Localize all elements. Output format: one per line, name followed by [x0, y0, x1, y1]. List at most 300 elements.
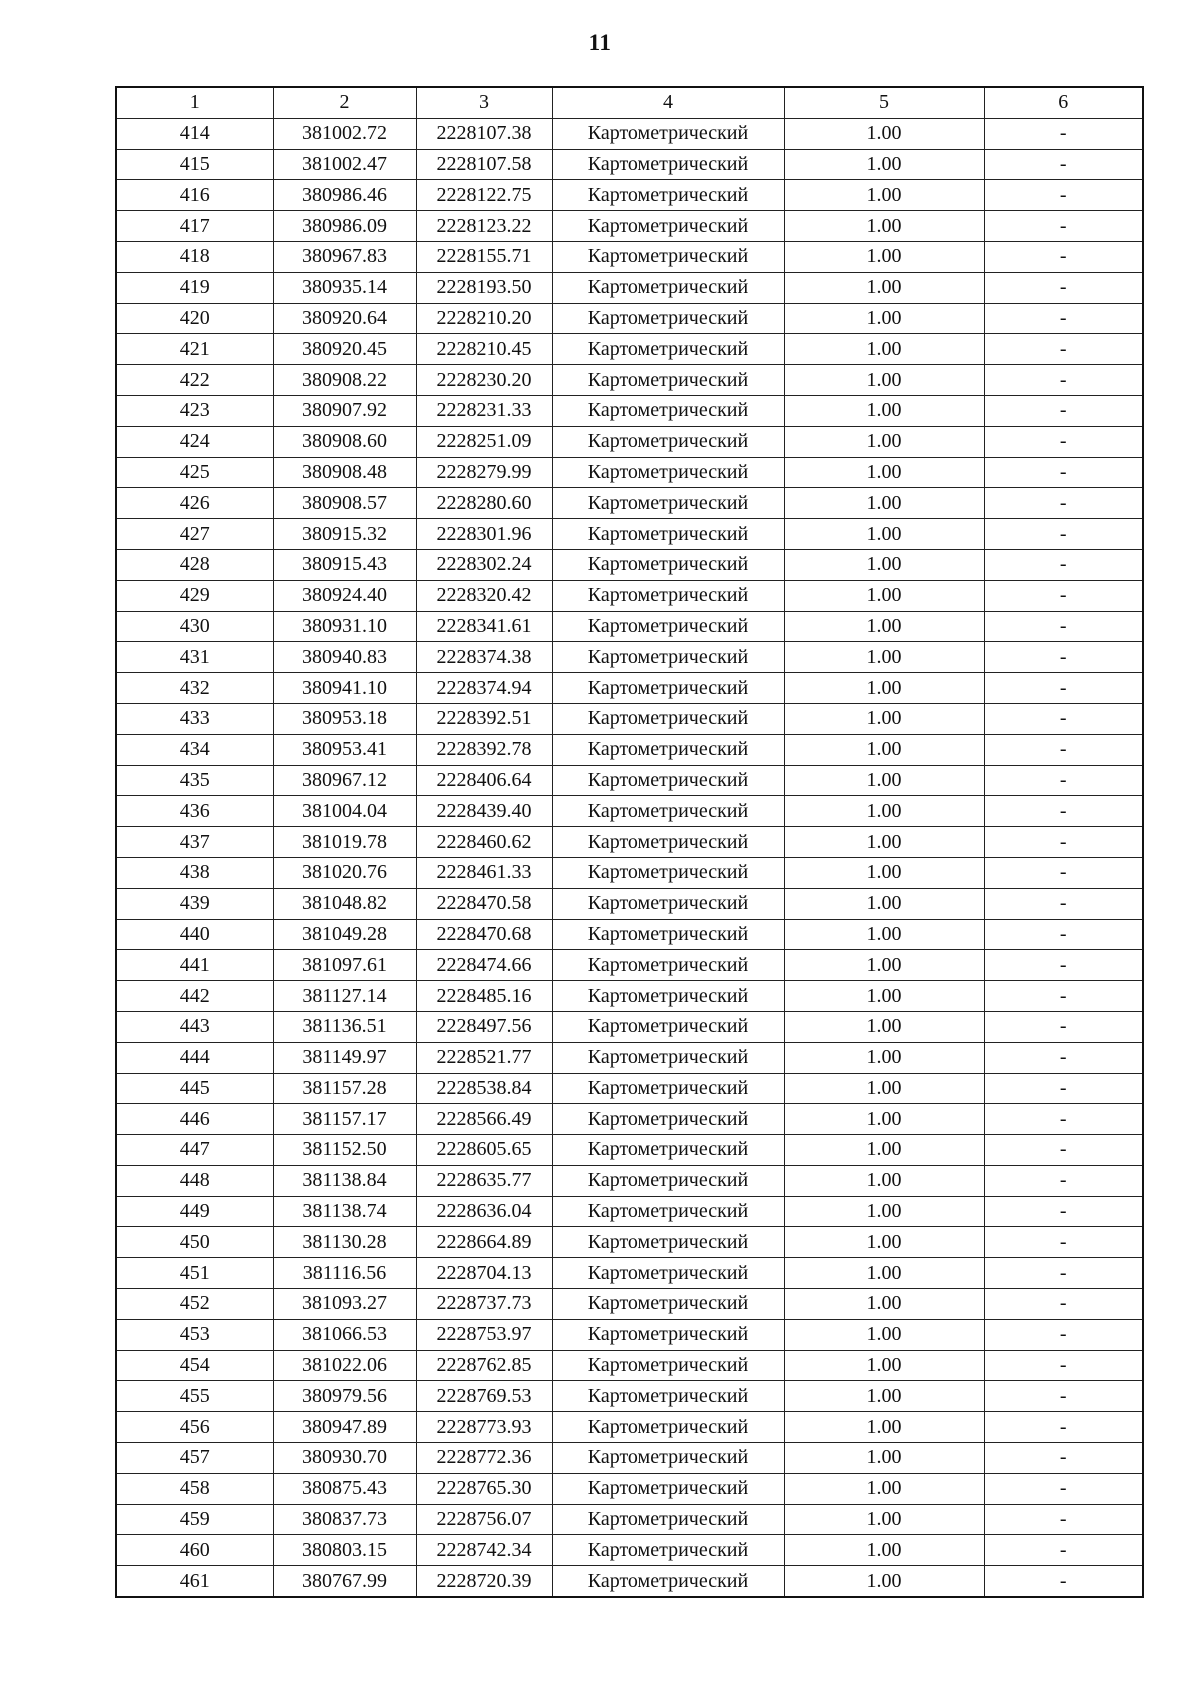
point-number-cell: 453: [116, 1319, 273, 1350]
accuracy-cell: 1.00: [784, 703, 984, 734]
coord-y-cell: 2228279.99: [416, 457, 552, 488]
table-row: [116, 1165, 1143, 1196]
table-row: [116, 1412, 1143, 1443]
note-cell: -: [984, 919, 1143, 950]
coord-x-cell: 381048.82: [273, 888, 416, 919]
coord-y-cell: 2228765.30: [416, 1473, 552, 1504]
table-row: [116, 611, 1143, 642]
accuracy-cell: 1.00: [784, 642, 984, 673]
accuracy-cell: 1.00: [784, 981, 984, 1012]
table-row: [116, 1227, 1143, 1258]
header-cell-1: 1: [116, 87, 273, 118]
method-cell: Картометрический: [552, 673, 784, 704]
table-row: [116, 734, 1143, 765]
note-cell: -: [984, 888, 1143, 919]
table-row: [116, 1042, 1143, 1073]
method-cell: Картометрический: [552, 1566, 784, 1597]
table-row: [116, 426, 1143, 457]
point-number-cell: 454: [116, 1350, 273, 1381]
coord-x-cell: 381002.47: [273, 149, 416, 180]
table-row: [116, 796, 1143, 827]
coord-x-cell: 381130.28: [273, 1227, 416, 1258]
coord-y-cell: 2228320.42: [416, 580, 552, 611]
note-cell: -: [984, 1104, 1143, 1135]
accuracy-cell: 1.00: [784, 919, 984, 950]
point-number-cell: 415: [116, 149, 273, 180]
point-number-cell: 449: [116, 1196, 273, 1227]
method-cell: Картометрический: [552, 611, 784, 642]
coord-x-cell: 381049.28: [273, 919, 416, 950]
accuracy-cell: 1.00: [784, 765, 984, 796]
header-cell-6: 6: [984, 87, 1143, 118]
coord-y-cell: 2228762.85: [416, 1350, 552, 1381]
table-row: [116, 1135, 1143, 1166]
method-cell: Картометрический: [552, 1227, 784, 1258]
accuracy-cell: 1.00: [784, 1473, 984, 1504]
note-cell: -: [984, 765, 1143, 796]
table-row: [116, 1535, 1143, 1566]
accuracy-cell: 1.00: [784, 1073, 984, 1104]
coord-y-cell: 2228566.49: [416, 1104, 552, 1135]
accuracy-cell: 1.00: [784, 1289, 984, 1320]
coord-y-cell: 2228392.51: [416, 703, 552, 734]
accuracy-cell: 1.00: [784, 149, 984, 180]
accuracy-cell: 1.00: [784, 1011, 984, 1042]
point-number-cell: 456: [116, 1412, 273, 1443]
note-cell: -: [984, 1504, 1143, 1535]
point-number-cell: 450: [116, 1227, 273, 1258]
point-number-cell: 417: [116, 211, 273, 242]
point-number-cell: 422: [116, 365, 273, 396]
table-row: [116, 580, 1143, 611]
note-cell: -: [984, 1443, 1143, 1474]
coord-y-cell: 2228122.75: [416, 180, 552, 211]
note-cell: -: [984, 241, 1143, 272]
note-cell: -: [984, 488, 1143, 519]
accuracy-cell: 1.00: [784, 827, 984, 858]
coord-y-cell: 2228470.68: [416, 919, 552, 950]
accuracy-cell: 1.00: [784, 888, 984, 919]
method-cell: Картометрический: [552, 149, 784, 180]
point-number-cell: 435: [116, 765, 273, 796]
coord-y-cell: 2228280.60: [416, 488, 552, 519]
coord-y-cell: 2228720.39: [416, 1566, 552, 1597]
note-cell: -: [984, 1473, 1143, 1504]
accuracy-cell: 1.00: [784, 303, 984, 334]
method-cell: Картометрический: [552, 118, 784, 149]
method-cell: Картометрический: [552, 888, 784, 919]
coordinates-table: [115, 86, 1144, 1598]
accuracy-cell: 1.00: [784, 1104, 984, 1135]
note-cell: -: [984, 1258, 1143, 1289]
note-cell: -: [984, 1135, 1143, 1166]
table-body: [116, 118, 1143, 1597]
table-row: [116, 303, 1143, 334]
note-cell: -: [984, 703, 1143, 734]
method-cell: Картометрический: [552, 981, 784, 1012]
coord-x-cell: 380931.10: [273, 611, 416, 642]
accuracy-cell: 1.00: [784, 734, 984, 765]
note-cell: -: [984, 642, 1143, 673]
table-row: [116, 1104, 1143, 1135]
accuracy-cell: 1.00: [784, 1381, 984, 1412]
coord-y-cell: 2228460.62: [416, 827, 552, 858]
accuracy-cell: 1.00: [784, 580, 984, 611]
header-cell-2: 2: [273, 87, 416, 118]
note-cell: -: [984, 857, 1143, 888]
method-cell: Картометрический: [552, 580, 784, 611]
coord-x-cell: 380837.73: [273, 1504, 416, 1535]
accuracy-cell: 1.00: [784, 457, 984, 488]
coord-y-cell: 2228461.33: [416, 857, 552, 888]
point-number-cell: 416: [116, 180, 273, 211]
note-cell: -: [984, 457, 1143, 488]
coord-x-cell: 381097.61: [273, 950, 416, 981]
coord-x-cell: 380908.60: [273, 426, 416, 457]
point-number-cell: 441: [116, 950, 273, 981]
table-row: [116, 1073, 1143, 1104]
table-row: [116, 1381, 1143, 1412]
coord-x-cell: 380875.43: [273, 1473, 416, 1504]
coord-y-cell: 2228497.56: [416, 1011, 552, 1042]
table-row: [116, 1196, 1143, 1227]
coord-x-cell: 381116.56: [273, 1258, 416, 1289]
table-row: [116, 211, 1143, 242]
accuracy-cell: 1.00: [784, 673, 984, 704]
point-number-cell: 452: [116, 1289, 273, 1320]
note-cell: -: [984, 272, 1143, 303]
method-cell: Картометрический: [552, 1473, 784, 1504]
accuracy-cell: 1.00: [784, 519, 984, 550]
coord-x-cell: 380986.46: [273, 180, 416, 211]
table-row: [116, 1289, 1143, 1320]
table-row: [116, 1473, 1143, 1504]
note-cell: -: [984, 303, 1143, 334]
note-cell: -: [984, 395, 1143, 426]
accuracy-cell: 1.00: [784, 1165, 984, 1196]
method-cell: Картометрический: [552, 488, 784, 519]
table-row: [116, 365, 1143, 396]
coord-x-cell: 380935.14: [273, 272, 416, 303]
point-number-cell: 460: [116, 1535, 273, 1566]
method-cell: Картометрический: [552, 1196, 784, 1227]
note-cell: -: [984, 1319, 1143, 1350]
method-cell: Картометрический: [552, 857, 784, 888]
coord-x-cell: 381157.17: [273, 1104, 416, 1135]
coord-x-cell: 380908.57: [273, 488, 416, 519]
method-cell: Картометрический: [552, 1135, 784, 1166]
point-number-cell: 420: [116, 303, 273, 334]
note-cell: -: [984, 580, 1143, 611]
accuracy-cell: 1.00: [784, 488, 984, 519]
coord-y-cell: 2228193.50: [416, 272, 552, 303]
coord-y-cell: 2228210.45: [416, 334, 552, 365]
coord-x-cell: 380967.83: [273, 241, 416, 272]
table-row: [116, 488, 1143, 519]
coord-y-cell: 2228753.97: [416, 1319, 552, 1350]
point-number-cell: 447: [116, 1135, 273, 1166]
accuracy-cell: 1.00: [784, 241, 984, 272]
table-row: [116, 272, 1143, 303]
table-row: [116, 149, 1143, 180]
accuracy-cell: 1.00: [784, 796, 984, 827]
note-cell: -: [984, 519, 1143, 550]
coord-y-cell: 2228406.64: [416, 765, 552, 796]
table-row: [116, 1443, 1143, 1474]
point-number-cell: 455: [116, 1381, 273, 1412]
note-cell: -: [984, 211, 1143, 242]
method-cell: Картометрический: [552, 334, 784, 365]
coord-x-cell: 380967.12: [273, 765, 416, 796]
point-number-cell: 444: [116, 1042, 273, 1073]
point-number-cell: 428: [116, 549, 273, 580]
coord-x-cell: 380940.83: [273, 642, 416, 673]
table-row: [116, 395, 1143, 426]
point-number-cell: 433: [116, 703, 273, 734]
table-row: [116, 1504, 1143, 1535]
coord-y-cell: 2228474.66: [416, 950, 552, 981]
method-cell: Картометрический: [552, 365, 784, 396]
coord-y-cell: 2228155.71: [416, 241, 552, 272]
table-row: [116, 334, 1143, 365]
note-cell: -: [984, 1011, 1143, 1042]
table-header: [116, 87, 1143, 118]
note-cell: -: [984, 1350, 1143, 1381]
method-cell: Картометрический: [552, 549, 784, 580]
table-row: [116, 919, 1143, 950]
coord-x-cell: 380953.41: [273, 734, 416, 765]
accuracy-cell: 1.00: [784, 180, 984, 211]
coord-y-cell: 2228769.53: [416, 1381, 552, 1412]
note-cell: -: [984, 611, 1143, 642]
coord-x-cell: 380915.32: [273, 519, 416, 550]
coord-y-cell: 2228251.09: [416, 426, 552, 457]
accuracy-cell: 1.00: [784, 1412, 984, 1443]
method-cell: Картометрический: [552, 703, 784, 734]
header-cell-3: 3: [416, 87, 552, 118]
point-number-cell: 440: [116, 919, 273, 950]
note-cell: -: [984, 1073, 1143, 1104]
accuracy-cell: 1.00: [784, 1135, 984, 1166]
coord-y-cell: 2228521.77: [416, 1042, 552, 1073]
coord-y-cell: 2228605.65: [416, 1135, 552, 1166]
point-number-cell: 429: [116, 580, 273, 611]
table-row: [116, 765, 1143, 796]
method-cell: Картометрический: [552, 1412, 784, 1443]
method-cell: Картометрический: [552, 1104, 784, 1135]
coord-y-cell: 2228341.61: [416, 611, 552, 642]
coord-y-cell: 2228538.84: [416, 1073, 552, 1104]
method-cell: Картометрический: [552, 426, 784, 457]
method-cell: Картометрический: [552, 1535, 784, 1566]
accuracy-cell: 1.00: [784, 118, 984, 149]
header-cell-4: 4: [552, 87, 784, 118]
coord-y-cell: 2228107.58: [416, 149, 552, 180]
note-cell: -: [984, 1381, 1143, 1412]
coord-y-cell: 2228485.16: [416, 981, 552, 1012]
point-number-cell: 443: [116, 1011, 273, 1042]
point-number-cell: 414: [116, 118, 273, 149]
note-cell: -: [984, 1412, 1143, 1443]
coord-y-cell: 2228374.38: [416, 642, 552, 673]
note-cell: -: [984, 365, 1143, 396]
table-row: [116, 642, 1143, 673]
coord-y-cell: 2228664.89: [416, 1227, 552, 1258]
coord-x-cell: 381022.06: [273, 1350, 416, 1381]
coord-y-cell: 2228772.36: [416, 1443, 552, 1474]
point-number-cell: 442: [116, 981, 273, 1012]
method-cell: Картометрический: [552, 1504, 784, 1535]
method-cell: Картометрический: [552, 211, 784, 242]
table-row: [116, 549, 1143, 580]
header-cell-5: 5: [784, 87, 984, 118]
coord-x-cell: 381138.84: [273, 1165, 416, 1196]
coord-x-cell: 381149.97: [273, 1042, 416, 1073]
method-cell: Картометрический: [552, 950, 784, 981]
coord-y-cell: 2228636.04: [416, 1196, 552, 1227]
note-cell: -: [984, 180, 1143, 211]
note-cell: -: [984, 1196, 1143, 1227]
table-row: [116, 1258, 1143, 1289]
coord-x-cell: 380924.40: [273, 580, 416, 611]
method-cell: Картометрический: [552, 1042, 784, 1073]
method-cell: Картометрический: [552, 272, 784, 303]
coord-y-cell: 2228392.78: [416, 734, 552, 765]
coord-x-cell: 380947.89: [273, 1412, 416, 1443]
point-number-cell: 457: [116, 1443, 273, 1474]
table-row: [116, 857, 1143, 888]
accuracy-cell: 1.00: [784, 272, 984, 303]
coord-y-cell: 2228210.20: [416, 303, 552, 334]
table-row: [116, 241, 1143, 272]
coord-y-cell: 2228737.73: [416, 1289, 552, 1320]
table-row: [116, 888, 1143, 919]
table-row: [116, 827, 1143, 858]
table-row: [116, 180, 1143, 211]
point-number-cell: 437: [116, 827, 273, 858]
accuracy-cell: 1.00: [784, 395, 984, 426]
method-cell: Картометрический: [552, 734, 784, 765]
method-cell: Картометрический: [552, 919, 784, 950]
point-number-cell: 432: [116, 673, 273, 704]
coord-x-cell: 381093.27: [273, 1289, 416, 1320]
point-number-cell: 436: [116, 796, 273, 827]
accuracy-cell: 1.00: [784, 365, 984, 396]
point-number-cell: 423: [116, 395, 273, 426]
table-row: [116, 1011, 1143, 1042]
coord-y-cell: 2228773.93: [416, 1412, 552, 1443]
note-cell: -: [984, 1042, 1143, 1073]
point-number-cell: 421: [116, 334, 273, 365]
method-cell: Картометрический: [552, 180, 784, 211]
table-row: [116, 673, 1143, 704]
table-row: [116, 519, 1143, 550]
point-number-cell: 461: [116, 1566, 273, 1597]
point-number-cell: 458: [116, 1473, 273, 1504]
accuracy-cell: 1.00: [784, 611, 984, 642]
table-row: [116, 981, 1143, 1012]
accuracy-cell: 1.00: [784, 426, 984, 457]
table-row: [116, 457, 1143, 488]
accuracy-cell: 1.00: [784, 1504, 984, 1535]
coord-x-cell: 381152.50: [273, 1135, 416, 1166]
coord-x-cell: 381157.28: [273, 1073, 416, 1104]
method-cell: Картометрический: [552, 241, 784, 272]
note-cell: -: [984, 426, 1143, 457]
point-number-cell: 427: [116, 519, 273, 550]
coord-x-cell: 381136.51: [273, 1011, 416, 1042]
coord-x-cell: 380803.15: [273, 1535, 416, 1566]
coord-y-cell: 2228302.24: [416, 549, 552, 580]
coord-x-cell: 380908.22: [273, 365, 416, 396]
method-cell: Картометрический: [552, 1381, 784, 1412]
accuracy-cell: 1.00: [784, 950, 984, 981]
coord-y-cell: 2228230.20: [416, 365, 552, 396]
coord-y-cell: 2228107.38: [416, 118, 552, 149]
note-cell: -: [984, 981, 1143, 1012]
coord-y-cell: 2228635.77: [416, 1165, 552, 1196]
note-cell: -: [984, 950, 1143, 981]
table-row: [116, 118, 1143, 149]
method-cell: Картометрический: [552, 796, 784, 827]
note-cell: -: [984, 118, 1143, 149]
point-number-cell: 418: [116, 241, 273, 272]
accuracy-cell: 1.00: [784, 1227, 984, 1258]
coord-y-cell: 2228374.94: [416, 673, 552, 704]
method-cell: Картометрический: [552, 457, 784, 488]
table-row: [116, 1350, 1143, 1381]
accuracy-cell: 1.00: [784, 1196, 984, 1227]
accuracy-cell: 1.00: [784, 1042, 984, 1073]
page-number: 11: [588, 30, 612, 55]
method-cell: Картометрический: [552, 1319, 784, 1350]
coord-y-cell: 2228704.13: [416, 1258, 552, 1289]
note-cell: -: [984, 549, 1143, 580]
note-cell: -: [984, 1566, 1143, 1597]
method-cell: Картометрический: [552, 1443, 784, 1474]
accuracy-cell: 1.00: [784, 211, 984, 242]
note-cell: -: [984, 1227, 1143, 1258]
point-number-cell: 434: [116, 734, 273, 765]
coord-y-cell: 2228470.58: [416, 888, 552, 919]
accuracy-cell: 1.00: [784, 549, 984, 580]
note-cell: -: [984, 673, 1143, 704]
coord-x-cell: 380953.18: [273, 703, 416, 734]
coord-x-cell: 380979.56: [273, 1381, 416, 1412]
coord-x-cell: 381004.04: [273, 796, 416, 827]
accuracy-cell: 1.00: [784, 1566, 984, 1597]
header-row: [116, 87, 1143, 118]
method-cell: Картометрический: [552, 395, 784, 426]
point-number-cell: 430: [116, 611, 273, 642]
accuracy-cell: 1.00: [784, 334, 984, 365]
accuracy-cell: 1.00: [784, 1319, 984, 1350]
table-row: [116, 703, 1143, 734]
accuracy-cell: 1.00: [784, 1350, 984, 1381]
coord-x-cell: 381002.72: [273, 118, 416, 149]
coord-y-cell: 2228123.22: [416, 211, 552, 242]
accuracy-cell: 1.00: [784, 1535, 984, 1566]
note-cell: -: [984, 149, 1143, 180]
point-number-cell: 439: [116, 888, 273, 919]
point-number-cell: 459: [116, 1504, 273, 1535]
note-cell: -: [984, 827, 1143, 858]
table-row: [116, 1566, 1143, 1597]
coord-x-cell: 381020.76: [273, 857, 416, 888]
point-number-cell: 448: [116, 1165, 273, 1196]
coord-x-cell: 380941.10: [273, 673, 416, 704]
coord-x-cell: 381127.14: [273, 981, 416, 1012]
